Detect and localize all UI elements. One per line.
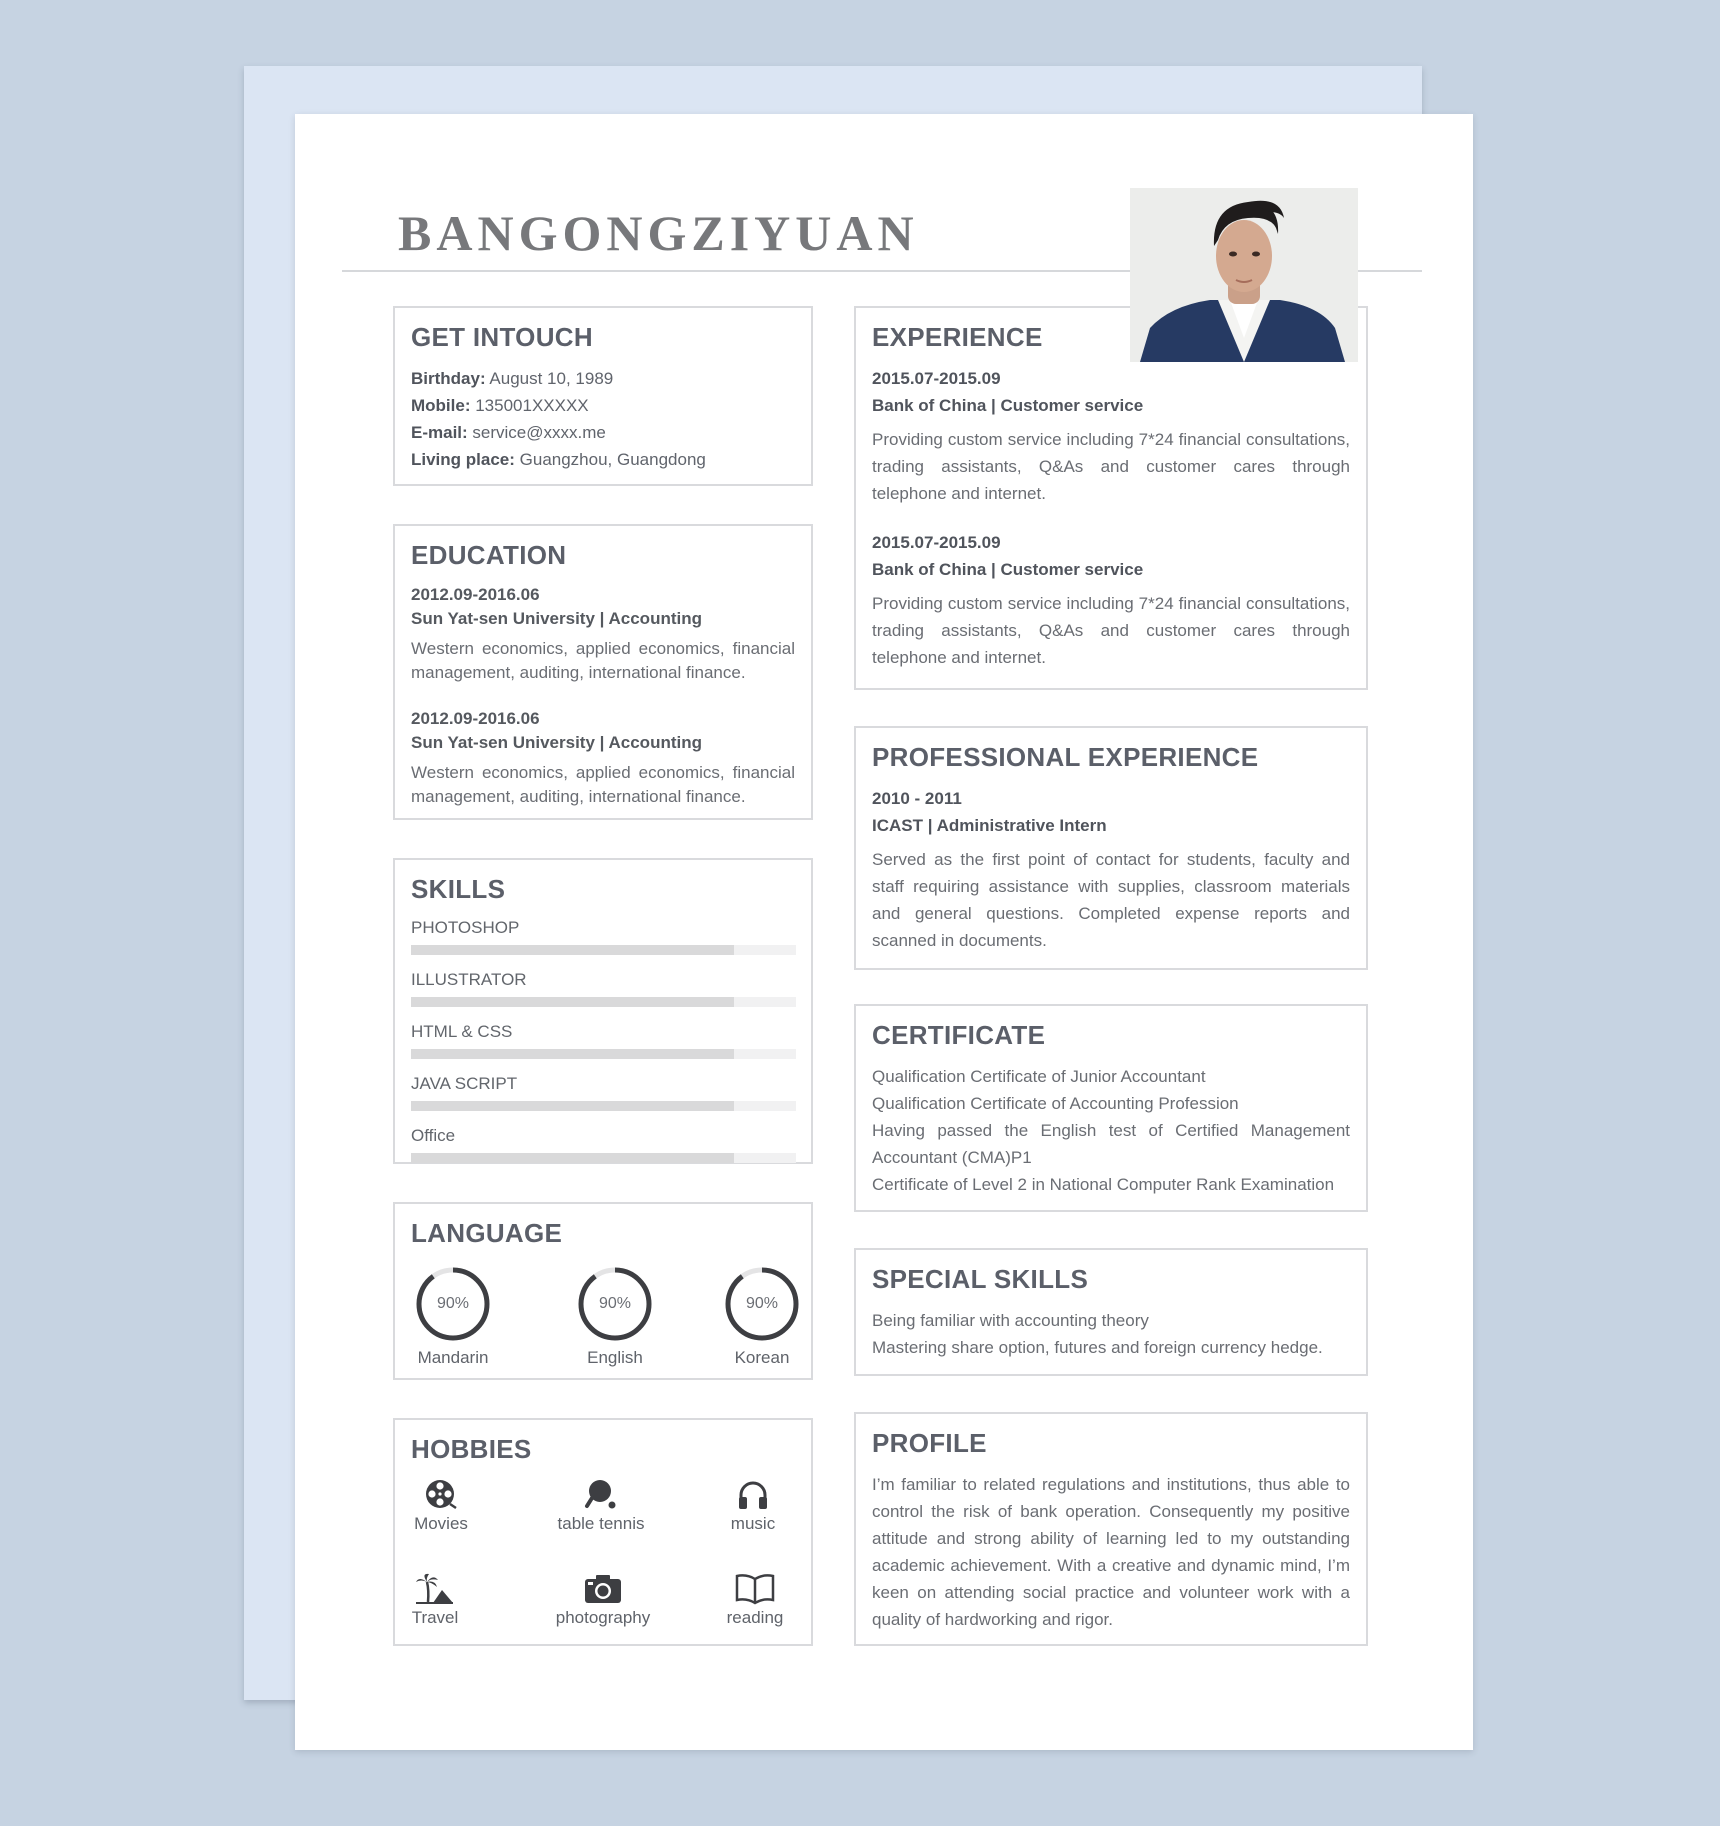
language-percent: 90%: [436, 1295, 470, 1312]
contact-label: Living place:: [411, 450, 515, 469]
hobby-item: [375, 1572, 495, 1628]
special-skill-item: Being familiar with accounting theory: [872, 1311, 1149, 1330]
professional-title: PROFESSIONAL EXPERIENCE: [872, 742, 1259, 772]
hobbies-title: HOBBIES: [411, 1434, 532, 1464]
hobbies-section: [393, 1418, 813, 1646]
contact-value: service@xxxx.me: [467, 423, 606, 442]
contact-value: August 10, 1989: [485, 369, 614, 388]
skill-bar: [411, 1153, 796, 1163]
skill-name: ILLUSTRATOR: [411, 970, 527, 989]
skill-name: JAVA SCRIPT: [411, 1074, 518, 1093]
certificate-item: Having passed the English test of Certified Management Accountant (CMA)P1: [872, 1121, 1350, 1167]
film-reel-icon: [381, 1478, 501, 1512]
hobby-label: photography: [555, 1608, 651, 1627]
hobby-item: [381, 1478, 501, 1534]
contact-label: E-mail:: [411, 423, 468, 442]
resume-page: [295, 114, 1473, 1750]
experience-date: 2015.07-2015.09: [872, 369, 1001, 388]
language-percent: 90%: [598, 1295, 632, 1312]
experience-date: 2015.07-2015.09: [872, 533, 1001, 552]
skill-bar: [411, 1049, 796, 1059]
skill-bar: [411, 945, 796, 955]
hobby-item: [693, 1478, 813, 1534]
contact-value: 135001XXXXX: [470, 396, 589, 415]
profile-title: PROFILE: [872, 1428, 987, 1458]
certificate-section: [854, 1004, 1368, 1212]
special-skill-item: Mastering share option, futures and foreign currency hedge.: [872, 1338, 1323, 1357]
hobby-label: reading: [726, 1608, 784, 1627]
language-item: [712, 1266, 812, 1368]
language-name: English: [587, 1348, 643, 1367]
skill-name: Office: [411, 1126, 456, 1145]
language-name: Korean: [734, 1348, 790, 1367]
profile-photo: [1130, 188, 1358, 362]
hobbies-list: [395, 1478, 811, 1644]
table-tennis-icon: [541, 1478, 661, 1512]
hobby-label: Movies: [414, 1514, 468, 1533]
certificate-item: Certificate of Level 2 in National Computer Rank Examination: [872, 1175, 1335, 1194]
professional-company: ICAST | Administrative Intern: [872, 816, 1107, 835]
language-section: [393, 1202, 813, 1380]
experience-section: [854, 306, 1368, 690]
contact-row: [411, 365, 795, 392]
skill-name: HTML & CSS: [411, 1022, 513, 1041]
experience-desc: Providing custom service including 7*24 financial consultations, trading assistants, Q&As and customer cares through telephone and internet.: [872, 594, 1350, 667]
hobby-item: [541, 1478, 661, 1534]
hobby-label: Travel: [411, 1608, 459, 1627]
education-date: 2012.09-2016.06: [411, 709, 540, 728]
hobby-item: [543, 1572, 663, 1628]
language-percent: 90%: [745, 1295, 779, 1312]
hobby-label: table tennis: [557, 1514, 645, 1533]
contact-value: Guangzhou, Guangdong: [514, 450, 706, 469]
skills-title: SKILLS: [411, 874, 506, 904]
language-item: [565, 1266, 665, 1368]
contact-label: Mobile:: [411, 396, 471, 415]
education-school: Sun Yat-sen University | Accounting: [411, 609, 702, 628]
contact-title: GET INTOUCH: [411, 322, 593, 352]
skill-bar-fill: [411, 1153, 734, 1163]
camera-icon: [543, 1572, 663, 1606]
profile-section: [854, 1412, 1368, 1646]
language-name: Mandarin: [417, 1348, 489, 1367]
professional-date: 2010 - 2011: [872, 789, 962, 808]
education-section: [393, 524, 813, 820]
headphones-icon: [693, 1478, 813, 1512]
profile-text: I’m familiar to related regulations and institutions, thus able to control the risk of bank operation. Consequently my positive attitude and strong ability of learning led to my outstanding academic achievement. With a creative and dynamic mind, I’m keen on attending social practice and volunteer work with a quality of hardworking and rigor.: [872, 1475, 1350, 1629]
contact-row: [411, 419, 795, 446]
candidate-name: BANGONGZIYUAN: [398, 205, 919, 261]
certificate-item: Qualification Certificate of Junior Accountant: [872, 1067, 1206, 1086]
experience-title: EXPERIENCE: [872, 322, 1043, 352]
language-title: LANGUAGE: [411, 1218, 563, 1248]
palm-tree-icon: [375, 1572, 495, 1606]
skill-bar-fill: [411, 1101, 734, 1111]
hobby-label: music: [730, 1514, 776, 1533]
contact-section: [393, 306, 813, 486]
skill-name: PHOTOSHOP: [411, 918, 520, 937]
education-title: EDUCATION: [411, 540, 567, 570]
language-item: [403, 1266, 503, 1368]
special-skills-section: [854, 1248, 1368, 1376]
experience-company: Bank of China | Customer service: [872, 560, 1144, 579]
skill-bar-fill: [411, 945, 734, 955]
experience-company: Bank of China | Customer service: [872, 396, 1144, 415]
language-list: [395, 1266, 811, 1376]
contact-row: [411, 392, 795, 419]
skills-section: [393, 858, 813, 1164]
contact-label: Birthday:: [411, 369, 486, 388]
education-desc: Western economics, applied economics, financial management, auditing, international finance.: [411, 639, 795, 682]
professional-experience-section: [854, 726, 1368, 970]
skill-bar: [411, 997, 796, 1007]
skill-bar: [411, 1101, 796, 1111]
skill-bar-fill: [411, 997, 734, 1007]
certificate-item: Qualification Certificate of Accounting Profession: [872, 1094, 1239, 1113]
education-date: 2012.09-2016.06: [411, 585, 540, 604]
education-desc: Western economics, applied economics, financial management, auditing, international finance.: [411, 763, 795, 806]
contact-row: [411, 446, 795, 473]
open-book-icon: [695, 1572, 815, 1606]
skill-bar-fill: [411, 1049, 734, 1059]
certificate-title: CERTIFICATE: [872, 1020, 1046, 1050]
experience-desc: Providing custom service including 7*24 financial consultations, trading assistants, Q&As and customer cares through telephone and internet.: [872, 430, 1350, 503]
hobby-item: [695, 1572, 815, 1628]
special-skills-title: SPECIAL SKILLS: [872, 1264, 1089, 1294]
professional-desc: Served as the first point of contact for students, faculty and staff requiring assistance with supplies, classroom materials and general questions. Completed expense reports and scanned in documents.: [872, 850, 1350, 950]
education-school: Sun Yat-sen University | Accounting: [411, 733, 702, 752]
skills-list: [411, 917, 795, 1163]
